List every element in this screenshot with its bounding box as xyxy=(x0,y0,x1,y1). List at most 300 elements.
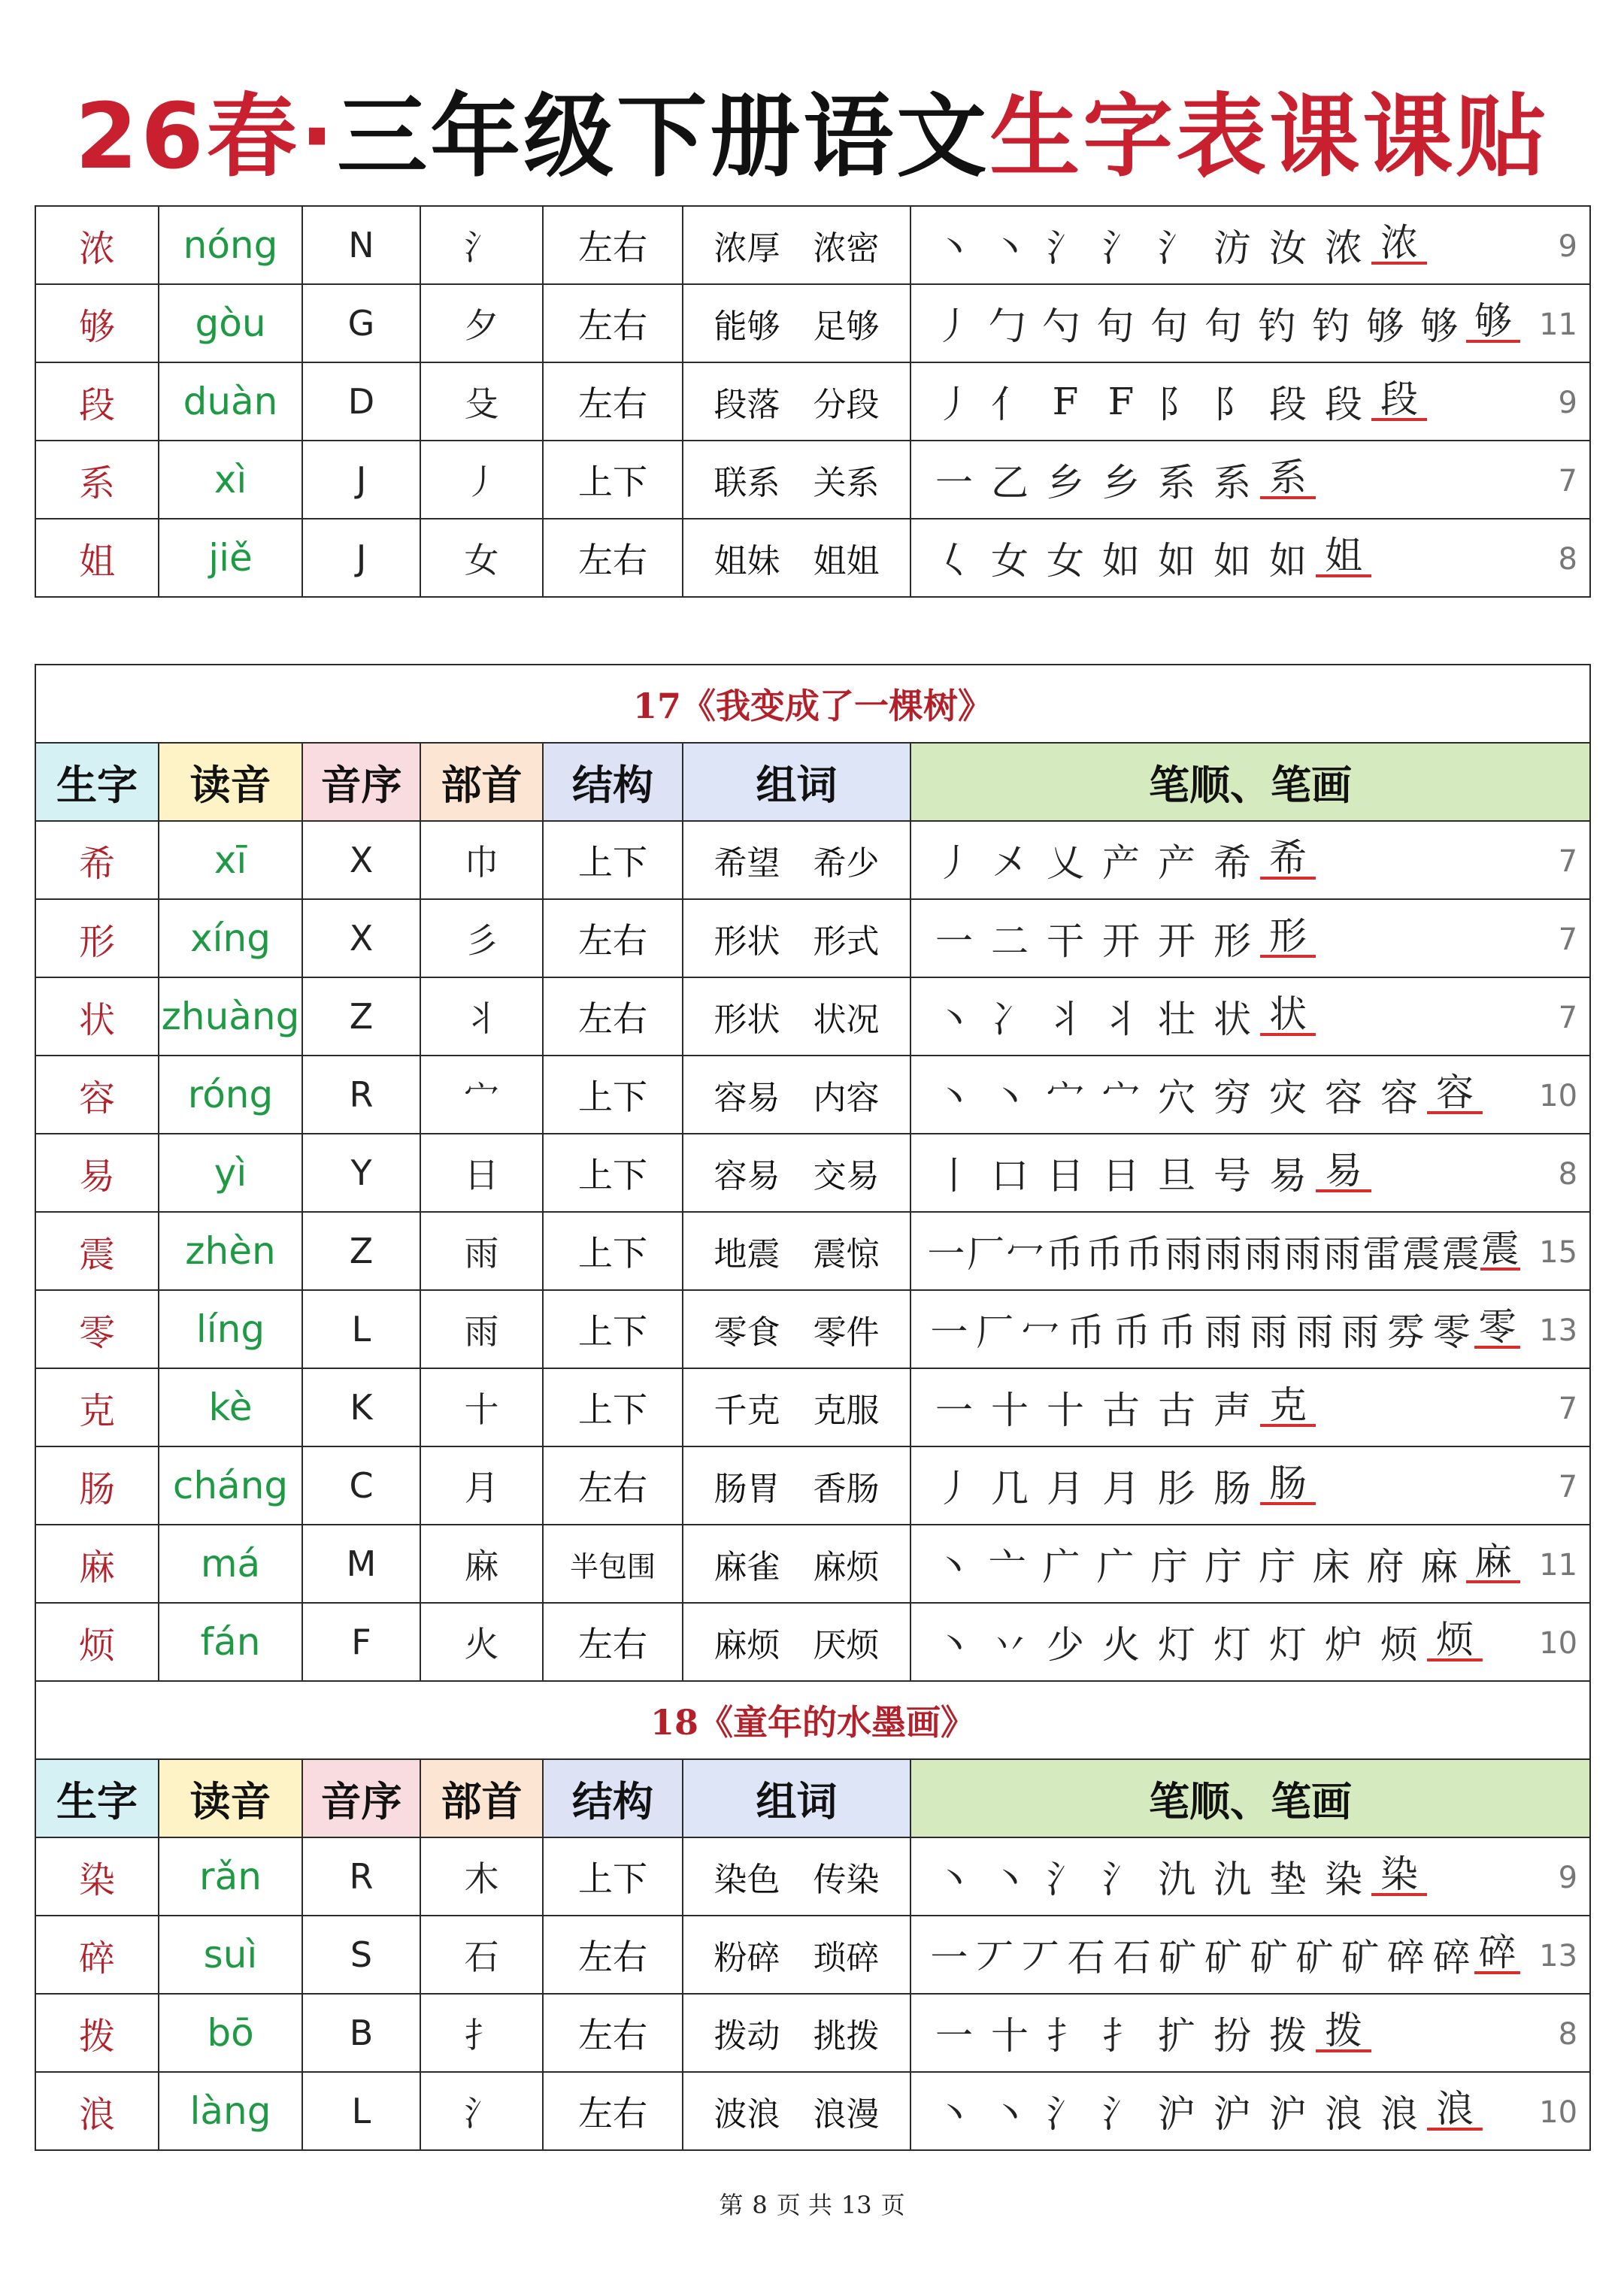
stroke-step: 容 xyxy=(1325,1076,1362,1119)
stroke-step: 氵 xyxy=(1047,226,1084,270)
character-row xyxy=(35,1368,1590,1446)
word-2: 姐姐 xyxy=(813,542,880,580)
structure-cell: 上下 xyxy=(543,1134,683,1212)
radical-cell: 氵 xyxy=(420,2072,543,2150)
stroke-step: 灯 xyxy=(1269,1623,1307,1667)
stroke-sequence xyxy=(926,1928,1534,1982)
stroke-step: 穷 xyxy=(1213,1076,1251,1119)
radical-cell: 雨 xyxy=(420,1290,543,1368)
stroke-step: 钓 xyxy=(1258,304,1296,348)
stroke-order-cell xyxy=(910,1212,1590,1290)
stroke-sequence xyxy=(926,218,1534,272)
stroke-order-cell xyxy=(910,977,1590,1056)
stroke-order-cell xyxy=(910,2072,1590,2150)
stroke-step: 丶 xyxy=(935,1623,973,1667)
stroke-step: 氿 xyxy=(1158,1858,1195,1901)
pinyin-cell: líng xyxy=(159,1290,302,1368)
lesson-title: 18《童年的水墨画》 xyxy=(35,1681,1590,1759)
word-1: 段落 xyxy=(714,386,780,424)
stroke-step: 丿 xyxy=(934,304,972,348)
word-1: 粉碎 xyxy=(714,1939,780,1977)
stroke-count: 7 xyxy=(1558,922,1578,957)
stroke-step: 氿 xyxy=(1213,1858,1251,1901)
stroke-step: 勺 xyxy=(1042,304,1080,348)
character-cell: 肠 xyxy=(35,1446,159,1525)
character-cell: 浪 xyxy=(35,2072,159,2150)
words-cell xyxy=(683,1446,910,1525)
character-row xyxy=(35,1837,1590,1916)
page-footer xyxy=(0,2186,1624,2221)
stroke-step: 阝 xyxy=(1213,383,1251,426)
stroke-step: 石 xyxy=(1113,1936,1151,1979)
stroke-step: 雨 xyxy=(1295,1310,1334,1354)
stroke-step: 炉 xyxy=(1325,1623,1362,1667)
stroke-step: 易 xyxy=(1316,1153,1371,1192)
words-cell xyxy=(683,1134,910,1212)
stroke-step: 浓 xyxy=(1325,226,1362,270)
stroke-step: 氵 xyxy=(1158,226,1195,270)
lesson-title: 17《我变成了一棵树》 xyxy=(35,665,1590,743)
stroke-sequence xyxy=(926,1224,1534,1278)
words-cell xyxy=(683,977,910,1056)
character-row xyxy=(35,2072,1590,2150)
stroke-order-cell xyxy=(910,1916,1590,1994)
stroke-order-cell xyxy=(910,1994,1590,2072)
stroke-step: 丷 xyxy=(991,1623,1029,1667)
character-cell: 零 xyxy=(35,1290,159,1368)
structure-cell: 左右 xyxy=(543,1994,683,2072)
phonetic-index-cell: C xyxy=(302,1446,420,1525)
word-2: 香肠 xyxy=(813,1470,880,1508)
column-header: 部首 xyxy=(420,1759,543,1837)
stroke-step: 如 xyxy=(1158,539,1195,583)
pinyin-cell: xì xyxy=(159,441,302,519)
character-row xyxy=(35,1994,1590,2072)
structure-cell: 左右 xyxy=(543,899,683,977)
stroke-step: 易 xyxy=(1269,1154,1307,1198)
word-2: 内容 xyxy=(813,1079,880,1117)
word-2: 关系 xyxy=(813,464,880,502)
stroke-sequence xyxy=(926,2084,1534,2138)
stroke-step: 开 xyxy=(1158,919,1195,963)
structure-cell: 左右 xyxy=(543,362,683,441)
title-part-1: 26春· xyxy=(74,85,338,189)
stroke-step: 府 xyxy=(1366,1545,1404,1589)
stroke-step: 矿 xyxy=(1159,1936,1197,1979)
structure-cell: 上下 xyxy=(543,1290,683,1368)
stroke-sequence xyxy=(926,1615,1534,1669)
stroke-step: 肠 xyxy=(1213,1467,1251,1510)
character-row xyxy=(35,362,1590,441)
words-cell xyxy=(683,284,910,362)
stroke-sequence xyxy=(926,453,1534,507)
character-row xyxy=(35,1056,1590,1134)
word-2: 零件 xyxy=(813,1313,880,1352)
character-cell: 形 xyxy=(35,899,159,977)
pinyin-cell: xíng xyxy=(159,899,302,977)
word-2: 交易 xyxy=(813,1157,880,1195)
stroke-step: 句 xyxy=(1096,304,1135,348)
stroke-sequence xyxy=(926,833,1534,887)
stroke-step: 碎 xyxy=(1474,1935,1520,1974)
word-1: 地震 xyxy=(714,1235,780,1274)
radical-cell: 巾 xyxy=(420,821,543,899)
pinyin-cell: duàn xyxy=(159,362,302,441)
stroke-order-cell xyxy=(910,206,1590,284)
stroke-step: 状 xyxy=(1213,998,1251,1041)
column-header: 读音 xyxy=(159,743,302,821)
phonetic-index-cell: K xyxy=(302,1368,420,1446)
stroke-step: 雨 xyxy=(1244,1232,1282,1276)
stroke-count: 10 xyxy=(1539,1625,1578,1661)
stroke-step: 雷 xyxy=(1362,1232,1401,1276)
character-row xyxy=(35,1603,1590,1681)
character-row xyxy=(35,977,1590,1056)
stroke-step: 浪 xyxy=(1427,2092,1483,2131)
word-1: 肠胃 xyxy=(714,1470,780,1508)
words-cell xyxy=(683,1368,910,1446)
stroke-step: 容 xyxy=(1380,1076,1418,1119)
stroke-order-cell xyxy=(910,899,1590,977)
lesson-table xyxy=(35,664,1591,2151)
stroke-sequence xyxy=(926,1380,1534,1434)
stroke-step: 段 xyxy=(1371,382,1427,421)
stroke-step: 震 xyxy=(1481,1227,1519,1271)
header-row xyxy=(35,1759,1590,1837)
character-row xyxy=(35,899,1590,977)
structure-cell: 左右 xyxy=(543,2072,683,2150)
stroke-order-cell xyxy=(910,1290,1590,1368)
stroke-step: 雨 xyxy=(1204,1232,1242,1276)
character-cell: 克 xyxy=(35,1368,159,1446)
stroke-step: 氵 xyxy=(1047,2092,1084,2136)
stroke-order-cell xyxy=(910,1134,1590,1212)
character-cell: 烦 xyxy=(35,1603,159,1681)
stroke-step: 少 xyxy=(1047,1623,1084,1667)
stroke-order-cell xyxy=(910,821,1590,899)
pinyin-cell: làng xyxy=(159,2072,302,2150)
character-row xyxy=(35,1525,1590,1603)
stroke-step: 氵 xyxy=(1102,1858,1140,1901)
character-row xyxy=(35,1446,1590,1525)
phonetic-index-cell: F xyxy=(302,1603,420,1681)
stroke-step: 丆 xyxy=(976,1936,1014,1979)
stroke-count: 7 xyxy=(1558,844,1578,879)
character-cell: 浓 xyxy=(35,206,159,284)
stroke-order-cell xyxy=(910,519,1590,597)
stroke-count: 13 xyxy=(1539,1313,1578,1348)
words-cell xyxy=(683,2072,910,2150)
footer-page-number: 8 xyxy=(752,2191,768,2219)
stroke-step: 一 xyxy=(930,1936,968,1979)
stroke-step: 勹 xyxy=(988,304,1026,348)
stroke-sequence xyxy=(926,2006,1534,2060)
top-character-table xyxy=(35,205,1591,598)
phonetic-index-cell: S xyxy=(302,1916,420,1994)
stroke-count: 15 xyxy=(1539,1234,1578,1270)
stroke-step: 乡 xyxy=(1047,461,1084,504)
stroke-sequence xyxy=(926,531,1534,585)
radical-cell: 日 xyxy=(420,1134,543,1212)
stroke-step: 丶 xyxy=(991,1858,1029,1901)
character-cell: 拨 xyxy=(35,1994,159,2072)
structure-cell: 上下 xyxy=(543,1212,683,1290)
stroke-step: 染 xyxy=(1325,1858,1362,1901)
words-cell xyxy=(683,362,910,441)
word-2: 形式 xyxy=(813,922,880,961)
stroke-step: 旦 xyxy=(1158,1154,1195,1198)
stroke-step: 够 xyxy=(1420,304,1459,348)
word-2: 浓密 xyxy=(813,229,880,268)
stroke-step: 段 xyxy=(1269,383,1307,426)
column-header: 生字 xyxy=(35,1759,159,1837)
word-1: 千克 xyxy=(714,1392,780,1430)
words-cell xyxy=(683,1212,910,1290)
stroke-step: 丆 xyxy=(1021,1936,1059,1979)
word-1: 形状 xyxy=(714,1001,780,1039)
stroke-step: 乡 xyxy=(1102,461,1140,504)
stroke-step: 广 xyxy=(1096,1545,1135,1589)
stroke-step: 币 xyxy=(1067,1310,1105,1354)
stroke-step: 十 xyxy=(991,2014,1029,2058)
radical-cell: 丬 xyxy=(420,977,543,1056)
radical-cell: 麻 xyxy=(420,1525,543,1603)
stroke-step: 烦 xyxy=(1427,1622,1483,1661)
words-cell xyxy=(683,1603,910,1681)
stroke-step: 形 xyxy=(1260,919,1316,958)
stroke-step: 震 xyxy=(1402,1232,1441,1276)
pinyin-cell: nóng xyxy=(159,206,302,284)
stroke-step: 庁 xyxy=(1204,1545,1242,1589)
stroke-step: 开 xyxy=(1102,919,1140,963)
stroke-sequence xyxy=(926,1068,1534,1122)
character-row xyxy=(35,1212,1590,1290)
stroke-step: 月 xyxy=(1102,1467,1140,1510)
character-row xyxy=(35,1134,1590,1212)
stroke-step: 厂 xyxy=(976,1310,1014,1354)
character-row xyxy=(35,441,1590,519)
stroke-step: 碎 xyxy=(1387,1936,1426,1979)
character-row xyxy=(35,206,1590,284)
stroke-step: 火 xyxy=(1102,1623,1140,1667)
stroke-step: 古 xyxy=(1102,1389,1140,1432)
stroke-count: 7 xyxy=(1558,1469,1578,1504)
stroke-step: 浓 xyxy=(1371,226,1427,265)
stroke-step: 希 xyxy=(1260,841,1316,880)
stroke-step: 号 xyxy=(1213,1154,1251,1198)
stroke-step: 女 xyxy=(1047,539,1084,583)
phonetic-index-cell: L xyxy=(302,1290,420,1368)
character-cell: 够 xyxy=(35,284,159,362)
stroke-step: 氵 xyxy=(1102,2092,1140,2136)
title-part-2: 三年级下册语文 xyxy=(337,85,990,189)
structure-cell: 上下 xyxy=(543,1056,683,1134)
stroke-step: 一 xyxy=(935,919,973,963)
structure-cell: 上下 xyxy=(543,1837,683,1916)
character-cell: 震 xyxy=(35,1212,159,1290)
words-cell xyxy=(683,1994,910,2072)
stroke-step: 丬 xyxy=(1102,998,1140,1041)
stroke-step: 浪 xyxy=(1380,2092,1418,2136)
stroke-step: 姐 xyxy=(1316,538,1371,577)
stroke-step: 丿 xyxy=(935,1467,973,1510)
phonetic-index-cell: J xyxy=(302,519,420,597)
stroke-step: 麻 xyxy=(1420,1545,1459,1589)
radical-cell: 石 xyxy=(420,1916,543,1994)
lesson-title-row xyxy=(35,1681,1590,1759)
phonetic-index-cell: Y xyxy=(302,1134,420,1212)
stroke-step: 矿 xyxy=(1295,1936,1334,1979)
words-cell xyxy=(683,1525,910,1603)
radical-cell: 火 xyxy=(420,1603,543,1681)
stroke-count: 11 xyxy=(1539,307,1577,342)
column-header: 结构 xyxy=(543,1759,683,1837)
structure-cell: 左右 xyxy=(543,206,683,284)
stroke-step: 氵 xyxy=(1047,1858,1084,1901)
word-1: 能够 xyxy=(714,307,780,346)
stroke-count: 8 xyxy=(1558,541,1577,577)
pinyin-cell: kè xyxy=(159,1368,302,1446)
stroke-sequence xyxy=(926,989,1534,1043)
stroke-step: 雨 xyxy=(1323,1232,1361,1276)
stroke-step: 丶 xyxy=(991,2092,1029,2136)
word-1: 浓厚 xyxy=(714,229,780,268)
stroke-count: 9 xyxy=(1558,1860,1578,1895)
stroke-sequence xyxy=(926,374,1534,429)
footer-pre: 第 xyxy=(719,2191,744,2219)
stroke-step: 浪 xyxy=(1325,2092,1362,2136)
column-header: 部首 xyxy=(420,743,543,821)
stroke-step: 雨 xyxy=(1204,1310,1242,1354)
stroke-step: 雨 xyxy=(1283,1232,1322,1276)
stroke-step: 一 xyxy=(935,1389,973,1432)
stroke-step: 形 xyxy=(1213,919,1251,963)
stroke-sequence xyxy=(926,1849,1534,1904)
phonetic-index-cell: L xyxy=(302,2072,420,2150)
words-cell xyxy=(683,519,910,597)
stroke-step: 冖 xyxy=(1006,1232,1044,1276)
stroke-step: 零 xyxy=(1474,1310,1520,1349)
stroke-step: 扌 xyxy=(1047,2014,1084,2058)
structure-cell: 半包围 xyxy=(543,1525,683,1603)
stroke-step: 雰 xyxy=(1387,1310,1426,1354)
radical-cell: 木 xyxy=(420,1837,543,1916)
word-1: 联系 xyxy=(714,464,780,502)
word-1: 希望 xyxy=(714,844,780,883)
page-title xyxy=(0,81,1624,194)
column-header: 生字 xyxy=(35,743,159,821)
pinyin-cell: jiě xyxy=(159,519,302,597)
stroke-step: 震 xyxy=(1441,1232,1480,1276)
stroke-step: 烦 xyxy=(1380,1623,1418,1667)
stroke-step: 声 xyxy=(1213,1389,1251,1432)
stroke-step: 冫 xyxy=(991,998,1029,1041)
footer-mid: 页 共 xyxy=(776,2191,832,2219)
stroke-step: 麻 xyxy=(1466,1544,1520,1583)
word-1: 零食 xyxy=(714,1313,780,1352)
stroke-step: 宀 xyxy=(1047,1076,1084,1119)
structure-cell: 左右 xyxy=(543,1446,683,1525)
stroke-step: 币 xyxy=(1113,1310,1151,1354)
character-row xyxy=(35,1290,1590,1368)
phonetic-index-cell: R xyxy=(302,1837,420,1916)
stroke-step: 一 xyxy=(935,2014,973,2058)
stroke-count: 10 xyxy=(1539,2095,1578,2130)
stroke-step: 广 xyxy=(1042,1545,1080,1589)
stroke-step: 如 xyxy=(1213,539,1251,583)
phonetic-index-cell: B xyxy=(302,1994,420,2072)
structure-cell: 上下 xyxy=(543,441,683,519)
radical-cell: 丿 xyxy=(420,441,543,519)
phonetic-index-cell: Z xyxy=(302,977,420,1056)
stroke-order-cell xyxy=(910,1837,1590,1916)
stroke-order-cell xyxy=(910,284,1590,362)
stroke-step: 丿 xyxy=(935,841,973,885)
stroke-count: 7 xyxy=(1558,1391,1578,1426)
stroke-step: 雨 xyxy=(1165,1232,1203,1276)
header-row xyxy=(35,743,1590,821)
stroke-step: 日 xyxy=(1047,1154,1084,1198)
stroke-order-cell xyxy=(910,1446,1590,1525)
character-cell: 易 xyxy=(35,1134,159,1212)
character-cell: 系 xyxy=(35,441,159,519)
phonetic-index-cell: X xyxy=(302,821,420,899)
stroke-step: 产 xyxy=(1102,841,1140,885)
structure-cell: 左右 xyxy=(543,519,683,597)
character-row xyxy=(35,821,1590,899)
stroke-step: 二 xyxy=(991,919,1029,963)
structure-cell: 左右 xyxy=(543,977,683,1056)
phonetic-index-cell: X xyxy=(302,899,420,977)
word-1: 麻烦 xyxy=(714,1626,780,1664)
character-cell: 碎 xyxy=(35,1916,159,1994)
character-cell: 状 xyxy=(35,977,159,1056)
word-2: 震惊 xyxy=(813,1235,880,1274)
pinyin-cell: bō xyxy=(159,1994,302,2072)
word-2: 分段 xyxy=(813,386,880,424)
stroke-step: 十 xyxy=(1047,1389,1084,1432)
radical-cell: 雨 xyxy=(420,1212,543,1290)
stroke-sequence xyxy=(926,911,1534,965)
column-header: 组词 xyxy=(683,743,910,821)
stroke-step: 丬 xyxy=(1047,998,1084,1041)
stroke-step: 句 xyxy=(1204,304,1242,348)
phonetic-index-cell: D xyxy=(302,362,420,441)
word-1: 麻雀 xyxy=(714,1548,780,1586)
stroke-step: 丶 xyxy=(935,2092,973,2136)
stroke-step: 状 xyxy=(1260,997,1316,1036)
stroke-count: 7 xyxy=(1558,463,1577,498)
column-header: 结构 xyxy=(543,743,683,821)
stroke-step: 肠 xyxy=(1260,1466,1316,1505)
stroke-step: 丿 xyxy=(935,383,973,426)
stroke-step: 一 xyxy=(930,1310,968,1354)
stroke-step: 够 xyxy=(1466,304,1520,343)
stroke-count: 9 xyxy=(1558,385,1577,420)
footer-post: 页 xyxy=(880,2191,905,2219)
stroke-order-cell xyxy=(910,1368,1590,1446)
word-2: 琐碎 xyxy=(813,1939,880,1977)
stroke-step: 丨 xyxy=(935,1154,973,1198)
word-2: 挑拨 xyxy=(813,2017,880,2055)
stroke-step: 币 xyxy=(1046,1232,1084,1276)
stroke-order-cell xyxy=(910,1603,1590,1681)
character-row xyxy=(35,519,1590,597)
stroke-order-cell xyxy=(910,362,1590,441)
column-header: 组词 xyxy=(683,1759,910,1837)
column-header: 笔顺、笔画 xyxy=(910,1759,1590,1837)
stroke-step: 如 xyxy=(1269,539,1307,583)
